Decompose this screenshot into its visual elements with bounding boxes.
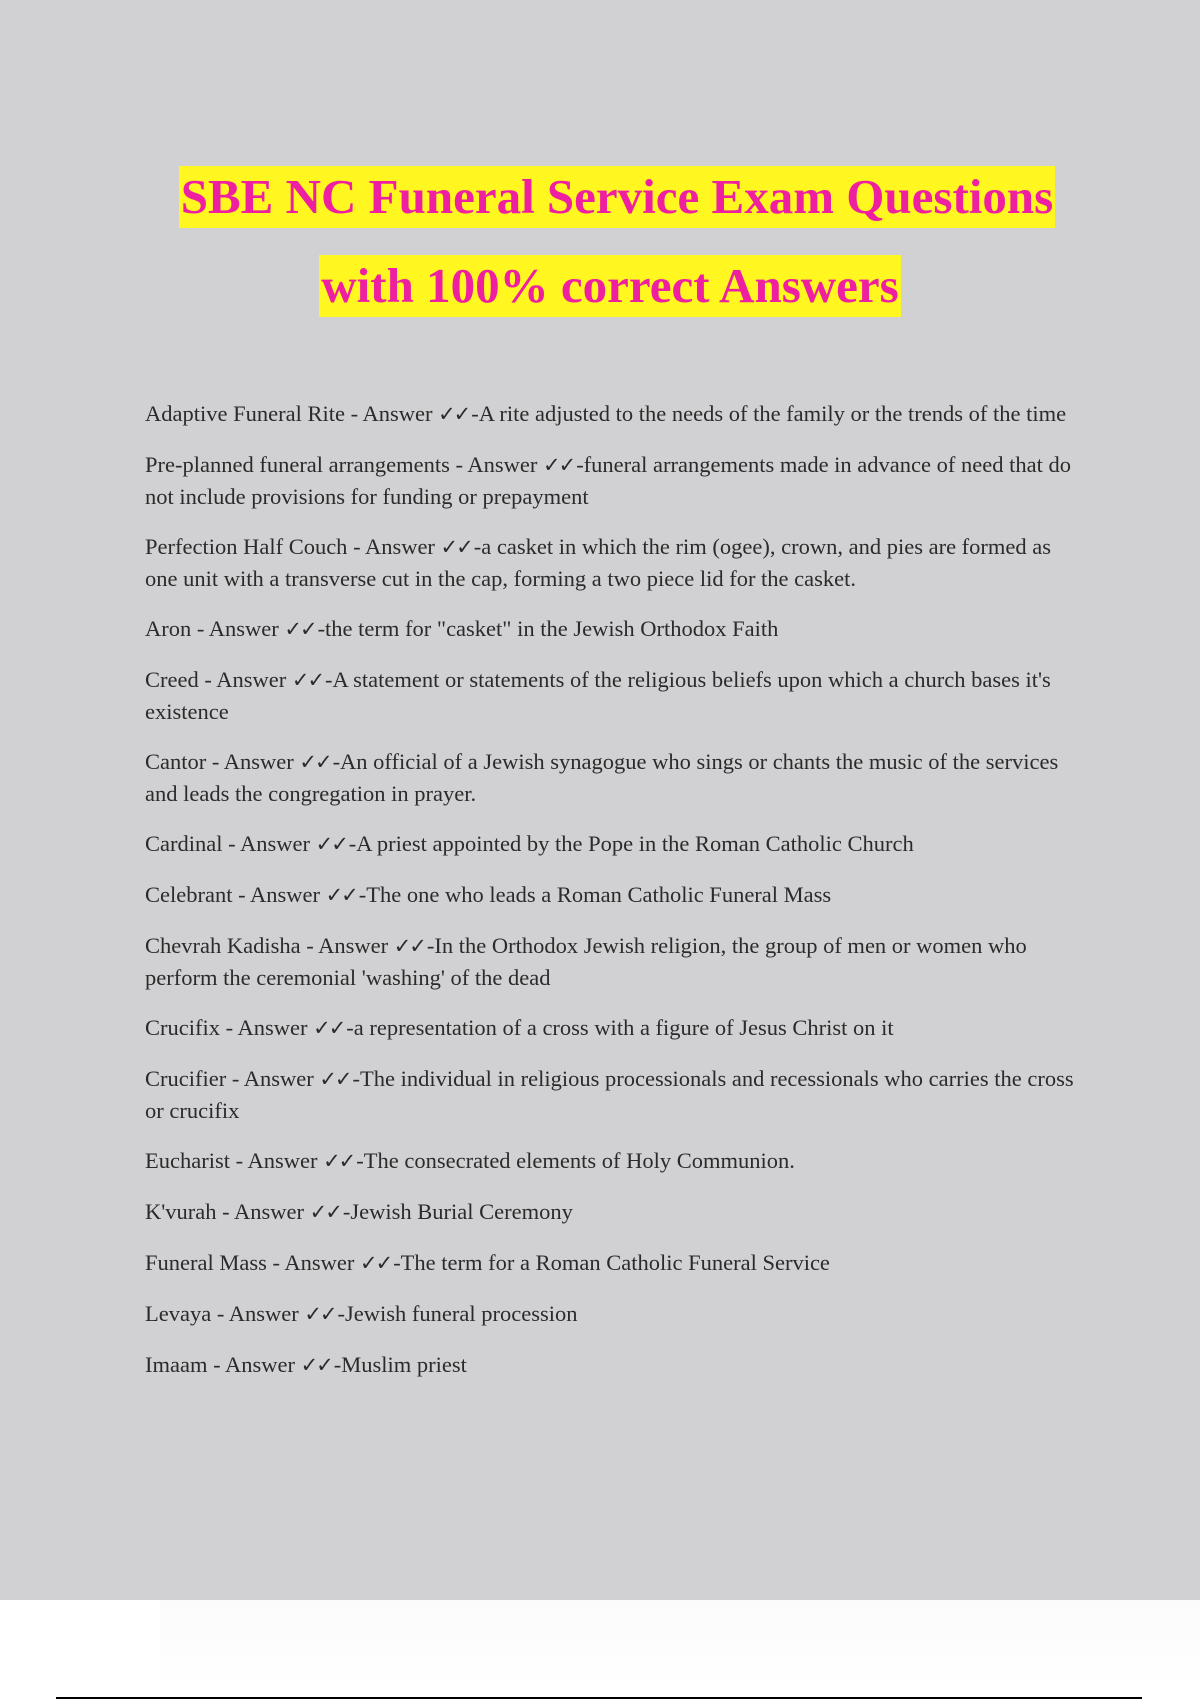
double-check-icon: ✓✓ bbox=[315, 832, 347, 856]
entry-term: Cardinal bbox=[145, 831, 223, 856]
title-block bbox=[0, 166, 1200, 317]
entry-definition: -In the Orthodox Jewish religion, the group of men or women who perform the ceremonial 'washing' of the dead bbox=[145, 933, 1027, 990]
entry-definition: -A priest appointed by the Pope in the Roman Catholic Church bbox=[348, 831, 914, 856]
qa-entry bbox=[145, 398, 1085, 430]
qa-entry bbox=[145, 531, 1085, 594]
entry-term: Cantor bbox=[145, 749, 207, 774]
qa-entry bbox=[145, 1063, 1085, 1126]
entry-term: Crucifier bbox=[145, 1066, 227, 1091]
qa-entry bbox=[145, 879, 1085, 911]
entry-term: Aron bbox=[145, 616, 192, 641]
entry-definition: -A statement or statements of the religious beliefs upon which a church bases it's existence bbox=[145, 667, 1051, 724]
entry-definition: -The consecrated elements of Holy Communion. bbox=[356, 1148, 795, 1173]
entry-answer-label: - Answer bbox=[229, 1148, 324, 1173]
entry-term: Celebrant bbox=[145, 882, 233, 907]
entry-definition: -Jewish Burial Ceremony bbox=[342, 1199, 573, 1224]
double-check-icon: ✓✓ bbox=[440, 535, 472, 559]
footer-shade bbox=[160, 1600, 1200, 1690]
document-title-line-1: SBE NC Funeral Service Exam Questions bbox=[179, 166, 1055, 228]
entry-term: Funeral Mass bbox=[145, 1250, 267, 1275]
entry-term: K'vurah bbox=[145, 1199, 217, 1224]
qa-entry bbox=[145, 1145, 1085, 1177]
qa-entry bbox=[145, 1012, 1085, 1044]
double-check-icon: ✓✓ bbox=[313, 1016, 345, 1040]
double-check-icon: ✓✓ bbox=[393, 934, 425, 958]
entry-definition: -funeral arrangements made in advance of need that do not include provisions for funding or prepayment bbox=[145, 452, 1071, 509]
double-check-icon: ✓✓ bbox=[323, 1149, 355, 1173]
entry-answer-label: - Answer bbox=[198, 667, 292, 692]
entry-term: Perfection Half Couch bbox=[145, 534, 348, 559]
double-check-icon: ✓✓ bbox=[542, 453, 575, 477]
entry-term: Imaam bbox=[145, 1352, 208, 1377]
double-check-icon: ✓✓ bbox=[359, 1251, 392, 1275]
entry-answer-label: - Answer bbox=[232, 882, 326, 907]
entry-definition: -A rite adjusted to the needs of the family or the trends of the time bbox=[471, 401, 1067, 426]
entry-answer-label: - Answer bbox=[266, 1250, 360, 1275]
qa-entry bbox=[145, 613, 1085, 645]
entry-answer-label: - Answer bbox=[191, 616, 285, 641]
double-check-icon: ✓✓ bbox=[291, 668, 324, 692]
entry-answer-label: - Answer bbox=[206, 749, 300, 774]
entry-definition: -The one who leads a Roman Catholic Funeral Mass bbox=[358, 882, 832, 907]
entry-answer-label: - Answer bbox=[449, 452, 543, 477]
double-check-icon: ✓✓ bbox=[309, 1200, 341, 1224]
entry-answer-label: - Answer bbox=[222, 831, 316, 856]
entry-definition: -Jewish funeral procession bbox=[337, 1301, 578, 1326]
entry-term: Crucifix bbox=[145, 1015, 220, 1040]
entry-definition: -The individual in religious processionals and recessionals who carries the cross or crucifix bbox=[145, 1066, 1074, 1123]
double-check-icon: ✓✓ bbox=[304, 1302, 336, 1326]
entry-term: Adaptive Funeral Rite bbox=[145, 401, 345, 426]
entry-definition: -Muslim priest bbox=[333, 1352, 467, 1377]
qa-entry bbox=[145, 828, 1085, 860]
entry-term: Creed bbox=[145, 667, 199, 692]
entry-answer-label: - Answer bbox=[300, 933, 394, 958]
entry-definition: -the term for "casket" in the Jewish Orthodox Faith bbox=[317, 616, 779, 641]
qa-list bbox=[145, 398, 1085, 1400]
document-title-line-2: with 100% correct Answers bbox=[319, 255, 900, 317]
qa-entry bbox=[145, 1349, 1085, 1381]
entry-answer-label: - Answer bbox=[347, 534, 441, 559]
entry-answer-label: - Answer bbox=[211, 1301, 305, 1326]
double-check-icon: ✓✓ bbox=[438, 402, 470, 426]
entry-term: Pre-planned funeral arrangements bbox=[145, 452, 450, 477]
qa-entry bbox=[145, 1196, 1085, 1228]
entry-definition: -The term for a Roman Catholic Funeral Service bbox=[393, 1250, 830, 1275]
entry-answer-label: - Answer bbox=[344, 401, 439, 426]
qa-entry bbox=[145, 1247, 1085, 1279]
entry-answer-label: - Answer bbox=[219, 1015, 314, 1040]
entry-definition: -a representation of a cross with a figure of Jesus Christ on it bbox=[346, 1015, 894, 1040]
double-check-icon: ✓✓ bbox=[325, 883, 357, 907]
entry-term: Chevrah Kadisha bbox=[145, 933, 301, 958]
double-check-icon: ✓✓ bbox=[284, 617, 316, 641]
entry-term: Levaya bbox=[145, 1301, 212, 1326]
entry-definition: -a casket in which the rim (ogee), crown, and pies are formed as one unit with a transverse cut in the cap, forming a two piece lid for the casket. bbox=[145, 534, 1052, 591]
entry-term: Eucharist bbox=[145, 1148, 230, 1173]
entry-answer-label: - Answer bbox=[216, 1199, 310, 1224]
entry-answer-label: - Answer bbox=[207, 1352, 301, 1377]
double-check-icon: ✓✓ bbox=[300, 1353, 332, 1377]
qa-entry bbox=[145, 746, 1085, 809]
footer-divider bbox=[56, 1697, 1142, 1699]
qa-entry bbox=[145, 1298, 1085, 1330]
entry-answer-label: - Answer bbox=[226, 1066, 320, 1091]
double-check-icon: ✓✓ bbox=[299, 750, 331, 774]
qa-entry bbox=[145, 449, 1085, 512]
qa-entry bbox=[145, 930, 1085, 993]
double-check-icon: ✓✓ bbox=[319, 1067, 351, 1091]
entry-definition: -An official of a Jewish synagogue who sings or chants the music of the services and leads the congregation in prayer. bbox=[145, 749, 1059, 806]
qa-entry bbox=[145, 664, 1085, 727]
